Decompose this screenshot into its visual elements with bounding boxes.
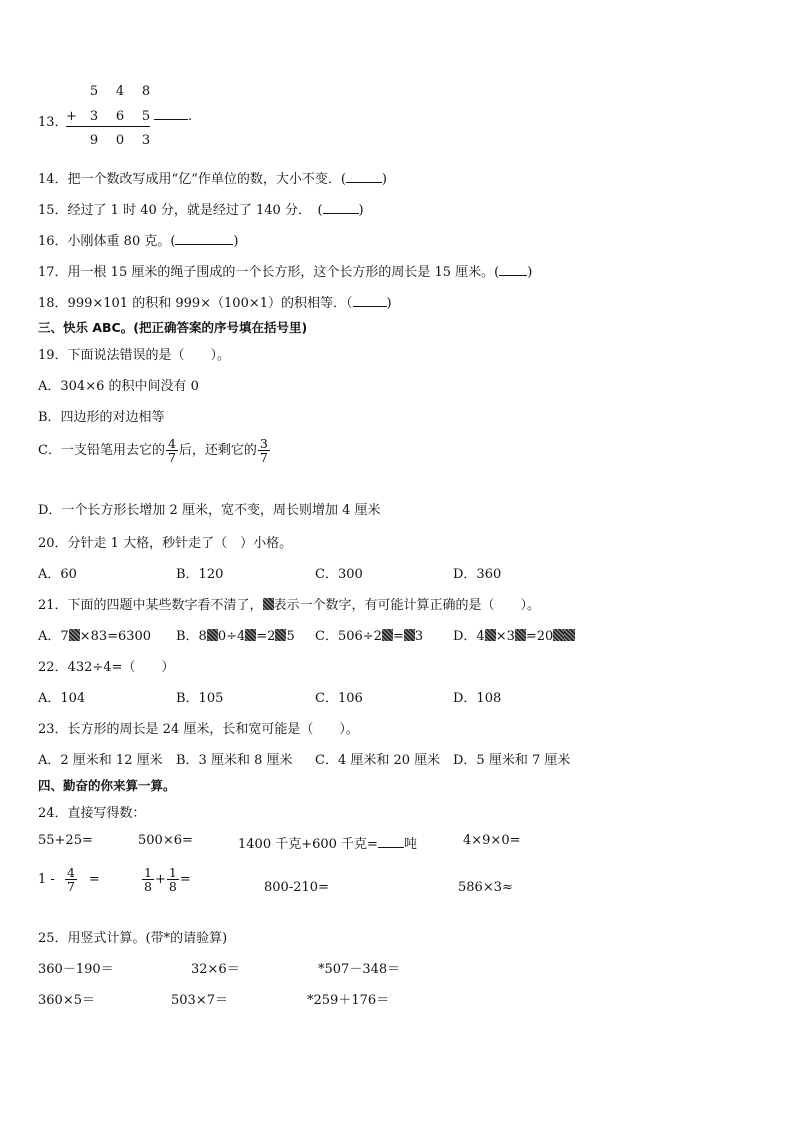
answer-blank[interactable]	[378, 836, 404, 848]
q22-option-a[interactable]: A．104	[38, 691, 86, 706]
digit: 3	[89, 109, 99, 124]
answer-blank[interactable]	[346, 171, 382, 183]
paren: )	[358, 203, 364, 218]
denominator: 7	[167, 450, 176, 466]
numerator: 1	[168, 865, 177, 880]
digit: 0	[115, 133, 125, 148]
digit: 8	[141, 84, 151, 99]
digit: 4	[115, 84, 125, 99]
q21-option-b[interactable]	[176, 625, 295, 644]
numerator: 1	[144, 865, 152, 880]
q19-option-d[interactable]: D．一个长方形长增加 2 厘米，宽不变，周长则增加 4 厘米	[38, 503, 381, 518]
question-text: 16．小刚体重 80 克。(	[38, 234, 176, 249]
denominator: 8	[144, 879, 152, 895]
answer-blank[interactable]	[175, 233, 233, 245]
question-19-stem: 19．下面说法错误的是（ ）。	[38, 348, 231, 363]
numerator: 4	[66, 865, 75, 880]
obscured-digit-icon	[382, 629, 393, 641]
question-text: 21．下面的四题中某些数字看不清了，	[38, 598, 263, 613]
question-14	[38, 168, 387, 187]
obscured-digit-icon	[515, 629, 526, 641]
section-4-heading: 四、勤奋的你来算一算。	[38, 778, 176, 793]
expr-text: 1400 千克+600 千克=	[238, 837, 378, 852]
q24-expr-5	[38, 866, 100, 893]
obscured-digit-icon	[485, 629, 496, 641]
obscured-digit-icon	[207, 629, 218, 641]
question-20-stem: 20．分针走 1 大格，秒针走了（ ）小格。	[38, 536, 293, 551]
q21-option-d[interactable]	[453, 625, 575, 644]
question-text: 14．把一个数改写成用“亿”作单位的数，大小不变．(	[38, 172, 346, 187]
question-15	[38, 199, 364, 218]
q23-option-b[interactable]: B．3 厘米和 8 厘米	[176, 753, 293, 768]
option-text: A．7	[38, 629, 69, 644]
option-text: ×3	[495, 629, 515, 644]
q24-expr-8: 586×3≈	[458, 880, 513, 895]
obscured-digit-icon	[275, 629, 286, 641]
q20-option-a[interactable]: A．60	[38, 567, 77, 582]
q21-option-a[interactable]	[38, 625, 151, 644]
paren: )	[381, 172, 387, 187]
q21-option-c[interactable]	[315, 625, 423, 644]
q23-option-c[interactable]: C．4 厘米和 20 厘米	[315, 753, 441, 768]
q13-row2	[66, 108, 192, 124]
expr-text: =	[179, 872, 191, 888]
q24-expr-2: 500×6=	[138, 833, 193, 848]
question-22-stem: 22．432÷4=（ ）	[38, 660, 175, 675]
plus-sign: +	[66, 109, 77, 124]
question-24-stem: 24．直接写得数：	[38, 806, 146, 821]
q22-option-b[interactable]: B．105	[176, 691, 224, 706]
fraction	[65, 866, 77, 893]
q23-option-a[interactable]: A．2 厘米和 12 厘米	[38, 753, 163, 768]
q19-option-b[interactable]: B．四边形的对边相等	[38, 410, 165, 425]
question-text: 18．999×101 的积和 999×（100×1）的积相等．（	[38, 296, 353, 311]
q13-label: 13．	[38, 115, 68, 130]
obscured-digit-icon	[404, 629, 415, 641]
question-16	[38, 230, 239, 249]
option-text: ×83=6300	[79, 629, 152, 644]
q25-expr-6: *259＋176＝	[307, 993, 390, 1008]
expr-text: =	[88, 872, 100, 888]
q24-expr-6	[141, 866, 191, 893]
obscured-digit-icon	[564, 629, 575, 641]
option-text: =2	[256, 629, 276, 644]
q24-expr-7: 800-210=	[264, 880, 329, 895]
obscured-digit-icon	[553, 629, 564, 641]
answer-blank[interactable]	[154, 108, 188, 120]
section-3-heading: 三、快乐 ABC。(把正确答案的序号填在括号里)	[38, 320, 308, 335]
q25-expr-4: 360×5＝	[38, 993, 95, 1008]
digit: 3	[141, 133, 151, 148]
obscured-digit-icon	[69, 629, 80, 641]
option-text: C．一支铅笔用去它的	[38, 443, 165, 459]
question-25-stem: 25．用竖式计算。(带*的请验算)	[38, 931, 228, 946]
q19-option-c[interactable]	[38, 437, 271, 464]
period: .	[188, 109, 193, 124]
option-text: C．506÷2	[315, 629, 382, 644]
fraction	[166, 437, 178, 464]
option-text: B．8	[176, 629, 207, 644]
q13-result	[86, 133, 154, 148]
option-text: 5	[286, 629, 295, 644]
paren: )	[233, 234, 239, 249]
q24-expr-1: 55+25=	[38, 833, 93, 848]
fraction	[258, 437, 270, 464]
expr-text: +	[154, 872, 166, 888]
q19-option-a[interactable]: A．304×6 的积中间没有 0	[38, 379, 199, 394]
q22-option-c[interactable]: C．106	[315, 691, 363, 706]
q23-option-d[interactable]: D．5 厘米和 7 厘米	[453, 753, 571, 768]
q25-expr-1: 360－190＝	[38, 962, 114, 977]
option-text: 0÷4	[217, 629, 246, 644]
paren: )	[386, 296, 392, 311]
question-21-stem	[38, 594, 540, 613]
question-17	[38, 261, 532, 280]
option-text: =20	[525, 629, 554, 644]
option-text: =	[392, 629, 404, 644]
denominator: 8	[168, 879, 177, 895]
q20-option-b[interactable]: B．120	[176, 567, 224, 582]
question-text: 15．经过了 1 时 40 分，就是经过了 140 分． (	[38, 203, 323, 218]
q25-expr-3: *507－348＝	[318, 962, 401, 977]
fraction	[142, 866, 154, 893]
answer-blank[interactable]	[499, 264, 527, 276]
digit: 9	[89, 133, 99, 148]
option-text: D．4	[453, 629, 485, 644]
obscured-digit-icon	[263, 598, 274, 610]
numerator: 3	[259, 436, 268, 451]
numerator: 4	[167, 436, 176, 451]
q13-row1	[86, 84, 154, 99]
answer-blank[interactable]	[323, 202, 359, 214]
digit: 6	[115, 109, 125, 124]
denominator: 7	[66, 879, 75, 895]
answer-blank[interactable]	[353, 295, 387, 307]
expr-text: 1 -	[38, 872, 59, 888]
q22-option-d[interactable]: D．108	[453, 691, 502, 706]
question-23-stem: 23．长方形的周长是 24 厘米，长和宽可能是（ ）。	[38, 722, 359, 737]
digit: 5	[141, 109, 151, 124]
obscured-digit-icon	[245, 629, 256, 641]
question-text: 17．用一根 15 厘米的绳子围成的一个长方形，这个长方形的周长是 15 厘米。(	[38, 265, 500, 280]
q20-option-d[interactable]: D．360	[453, 567, 502, 582]
option-text: 3	[414, 629, 424, 644]
question-18	[38, 292, 392, 311]
q25-expr-2: 32×6＝	[191, 962, 240, 977]
q24-expr-4: 4×9×0=	[463, 833, 521, 848]
paren: )	[527, 265, 533, 280]
q24-expr-3	[238, 833, 417, 852]
expr-text: 吨	[403, 837, 417, 852]
question-text: 表示一个数字，有可能计算正确的是（ ）。	[273, 598, 541, 613]
fraction	[167, 866, 179, 893]
denominator: 7	[259, 450, 268, 466]
q13-line	[66, 126, 150, 127]
q20-option-c[interactable]: C．300	[315, 567, 363, 582]
option-text: 后，还剩它的	[178, 443, 257, 459]
q25-expr-5: 503×7＝	[171, 993, 228, 1008]
digit: 5	[89, 84, 99, 99]
